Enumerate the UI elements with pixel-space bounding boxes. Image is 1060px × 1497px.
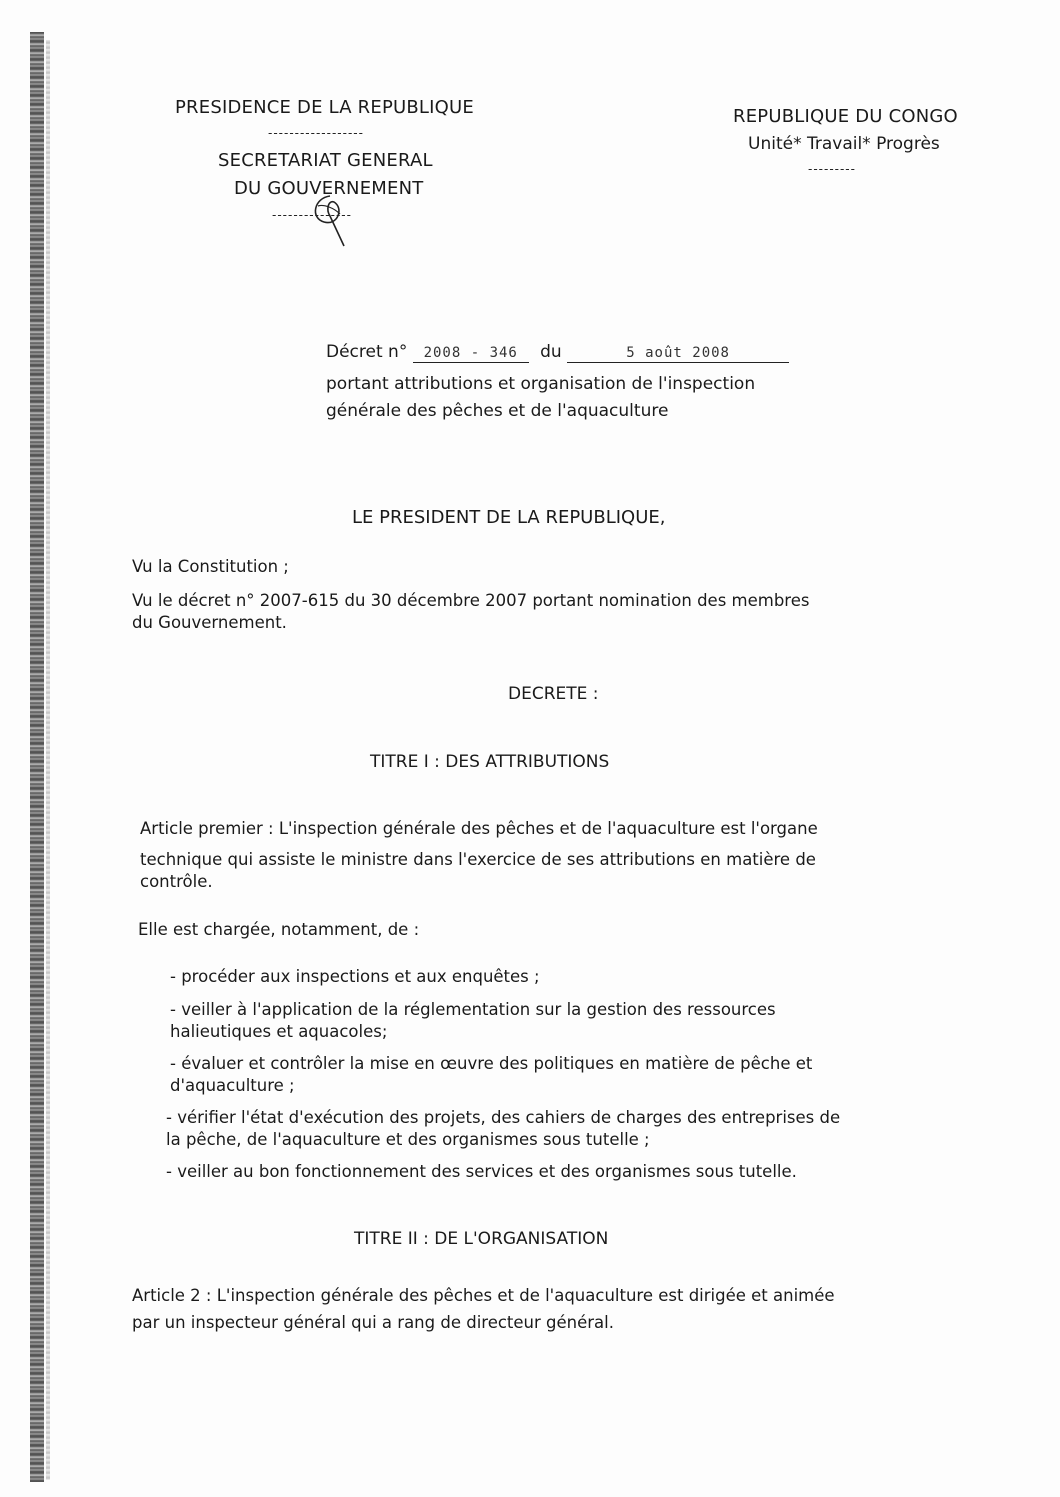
header-right-dashes: --------- xyxy=(808,162,856,176)
bullet-5: - veiller au bon fonctionnement des services et des organismes sous tutelle. xyxy=(166,1162,797,1181)
initial-signature-mark xyxy=(300,188,360,250)
article-2-line-1: Article 2 : L'inspection générale des pêches et de l'aquaculture est dirigée et animée xyxy=(132,1286,835,1305)
bullet-2-line-2: halieutiques et aquacoles; xyxy=(170,1022,388,1041)
vu-decret-line-2: du Gouvernement. xyxy=(132,613,287,632)
header-republique: REPUBLIQUE DU CONGO xyxy=(733,106,958,127)
decrete-heading: DECRETE : xyxy=(508,684,599,704)
vu-decret-line-1: Vu le décret n° 2007-615 du 30 décembre 2007 portant nomination des membres xyxy=(132,591,810,610)
vu-constitution: Vu la Constitution ; xyxy=(132,557,289,576)
binding-edge xyxy=(30,32,44,1482)
header-left-dashes-1: ------------------ xyxy=(268,126,364,140)
bullet-3-line-2: d'aquaculture ; xyxy=(170,1076,295,1095)
decree-date-field xyxy=(567,342,789,363)
bullet-4-line-1: - vérifier l'état d'exécution des projets, des cahiers de charges des entreprises de xyxy=(166,1108,841,1127)
bullet-4-line-2: la pêche, de l'aquaculture et des organismes sous tutelle ; xyxy=(166,1130,650,1149)
header-devise: Unité* Travail* Progrès xyxy=(748,134,940,154)
decree-subject-2: générale des pêches et de l'aquaculture xyxy=(326,401,669,421)
binding-edge-shadow xyxy=(46,40,50,1480)
bullet-1: - procéder aux inspections et aux enquêtes ; xyxy=(170,967,540,986)
decree-number-field xyxy=(413,342,529,363)
president-heading: LE PRESIDENT DE LA REPUBLIQUE, xyxy=(352,507,666,528)
article-2-line-2: par un inspecteur général qui a rang de directeur général. xyxy=(132,1313,614,1332)
decree-du: du xyxy=(540,342,562,362)
titre-2-heading: TITRE II : DE L'ORGANISATION xyxy=(354,1229,609,1249)
bullet-2-line-1: - veiller à l'application de la réglementation sur la gestion des ressources xyxy=(170,1000,776,1019)
article-1-line-2: technique qui assiste le ministre dans l'exercice de ses attributions en matière de xyxy=(140,850,816,869)
header-left-dashes-2: --------------- xyxy=(272,208,352,222)
header-secretariat: SECRETARIAT GENERAL xyxy=(218,150,433,171)
decree-date: 5 août 2008 xyxy=(626,345,730,361)
charged-with: Elle est chargée, notamment, de : xyxy=(138,920,420,939)
bullet-3-line-1: - évaluer et contrôler la mise en œuvre des politiques en matière de pêche et xyxy=(170,1054,813,1073)
titre-1-heading: TITRE I : DES ATTRIBUTIONS xyxy=(370,752,610,772)
decree-subject-1: portant attributions et organisation de l'inspection xyxy=(326,374,756,394)
decree-label: Décret n° xyxy=(326,342,408,362)
article-1-line-1: Article premier : L'inspection générale des pêches et de l'aquaculture est l'organe xyxy=(140,819,818,838)
decree-number: 2008 - 346 xyxy=(423,345,518,361)
header-gouvernement: DU GOUVERNEMENT xyxy=(234,178,424,199)
decree-number-line xyxy=(326,342,789,363)
header-presidence: PRESIDENCE DE LA REPUBLIQUE xyxy=(175,97,474,118)
article-1-line-3: contrôle. xyxy=(140,872,213,891)
